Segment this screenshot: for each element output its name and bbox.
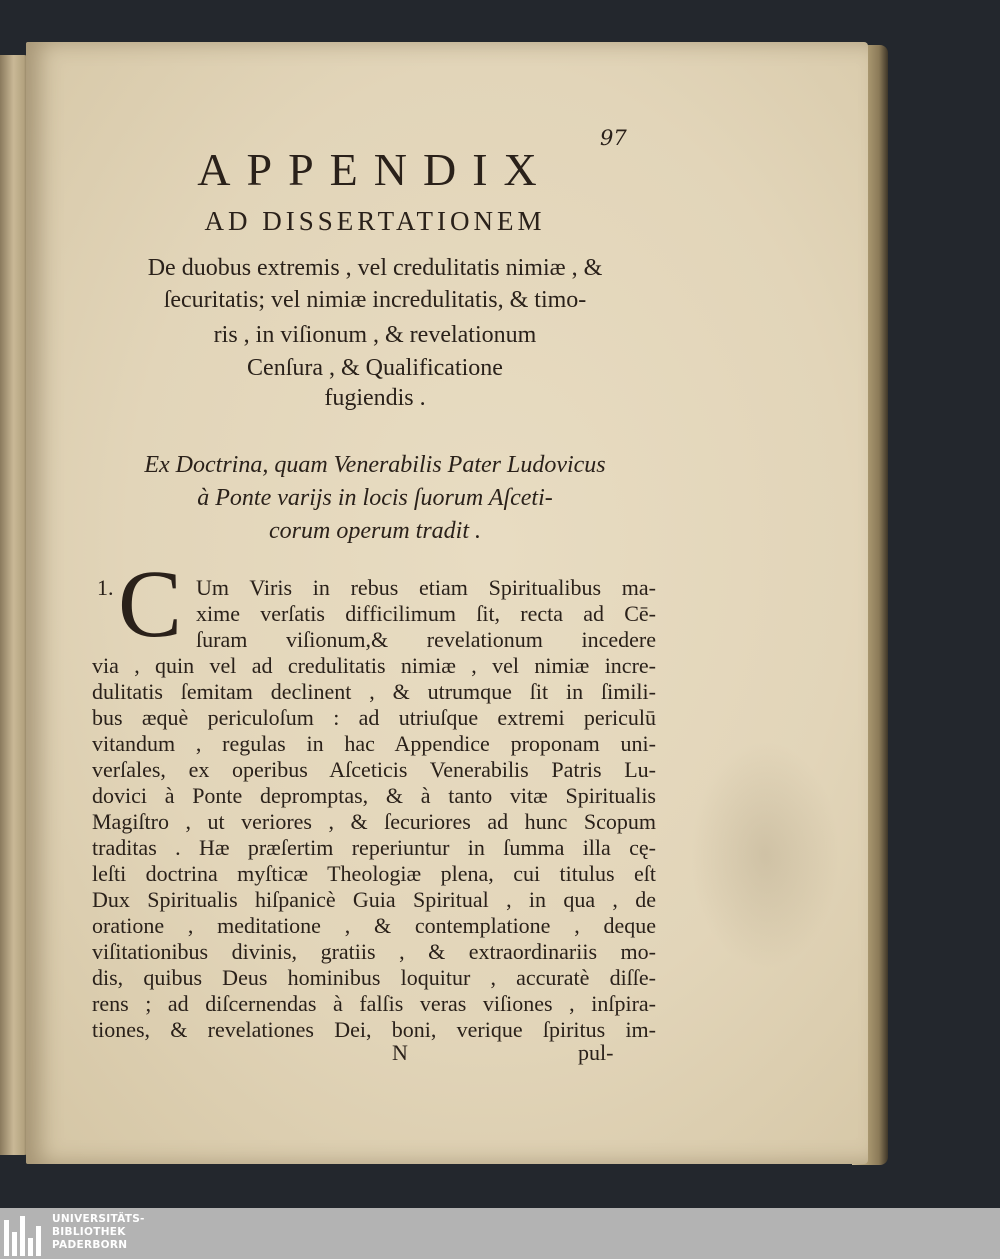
drop-cap: C — [118, 550, 183, 657]
body-line: via , quin vel ad credulitatis nimiæ , vel nimiæ incre- — [92, 653, 656, 678]
body-line: bus æquè periculoſum : ad utriuſque extremi periculū — [92, 705, 656, 730]
body-line: dis, quibus Deus hominibus loquitur , accuratè diſſe- — [92, 965, 656, 990]
catchword: pul- — [578, 1040, 614, 1065]
body-line: leſti doctrina myſticæ Theologiæ plena, cui titulus eſt — [92, 861, 656, 886]
description-line: fugiendis . — [324, 385, 426, 411]
body-line: tiones, & revelationes Dei, boni, verique ſpiritus im- — [92, 1017, 656, 1042]
library-name — [52, 1213, 145, 1252]
body-line: viſitationibus divinis, gratiis , & extraordinariis mo- — [92, 939, 656, 964]
body-line: Magiſtro , ut veriores , & ſecuriores ad hunc Scopum — [92, 809, 656, 834]
body-line: xime verſatis difficilimum ſit, recta ad Cē- — [196, 601, 656, 626]
body-line: vitandum , regulas in hac Appendice proponam uni- — [92, 731, 656, 756]
description-line: Cenſura , & Qualificatione — [247, 355, 503, 381]
body-line: rens ; ad diſcernendas à falſis veras viſiones , inſpira- — [92, 991, 656, 1016]
body-line: Dux Spiritualis hiſpanicè Guia Spiritual , in qua , de — [92, 887, 656, 912]
body-line: ſuram viſionum,& revelationum incedere — [196, 627, 656, 652]
signature-mark: N — [392, 1040, 408, 1065]
library-name-line: BIBLIOTHEK — [52, 1226, 126, 1238]
paper-stain — [690, 740, 840, 970]
library-footer — [0, 1208, 1000, 1259]
page-subtitle: AD DISSERTATIONEM — [204, 206, 546, 236]
page-title: APPENDIX — [197, 144, 553, 195]
library-name-line: UNIVERSITÄTS- — [52, 1213, 145, 1225]
library-logo-icon — [4, 1212, 46, 1256]
source-line: corum operum tradit . — [269, 518, 481, 544]
body-line: verſales, ex operibus Aſceticis Venerabilis Patris Lu- — [92, 757, 656, 782]
description-line: ſecuritatis; vel nimiæ incredulitatis, & timo- — [163, 287, 587, 313]
body-line: dovici à Ponte depromptas, & à tanto vitæ Spiritualis — [92, 783, 656, 808]
library-name-line: PADERBORN — [52, 1239, 128, 1251]
body-line: traditas . Hæ præſertim reperiuntur in ſumma illa cę- — [92, 835, 656, 860]
description-line: De duobus extremis , vel credulitatis nimiæ , & — [147, 255, 603, 281]
body-line: Um Viris in rebus etiam Spiritualibus ma- — [196, 575, 656, 600]
description-line: ris , in viſionum , & revelationum — [213, 322, 537, 348]
source-line: à Ponte variјs in locis ſuorum Aſceti- — [197, 485, 553, 511]
source-line: Ex Doctrina, quam Venerabilis Pater Ludovicus — [144, 452, 606, 478]
page-number: 97 — [600, 126, 627, 150]
body-line: oratione , meditatione , & contemplatione , deque — [92, 913, 656, 938]
paragraph-number: 1. — [97, 575, 114, 600]
body-line: dulitatis ſemitam declinent , & utrumque ſit in ſimili- — [92, 679, 656, 704]
